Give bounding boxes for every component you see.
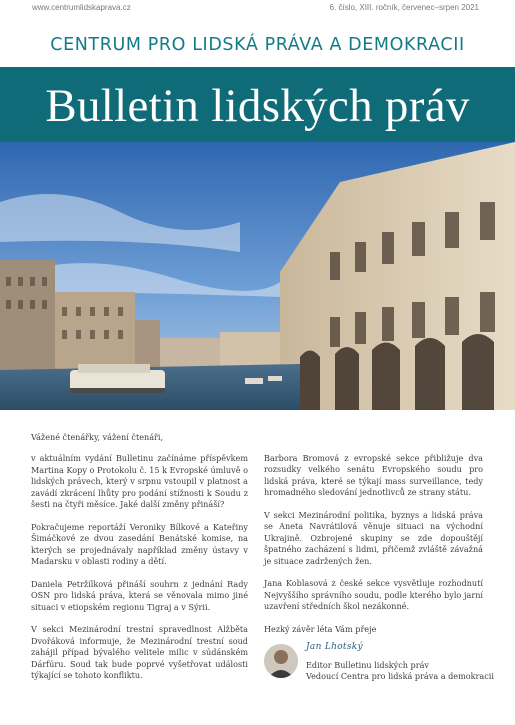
handwritten-signature: Jan Lhotský bbox=[306, 642, 363, 652]
letter-paragraph: V sekci Mezinárodní politika, byznys a lidská práva se Aneta Navrátilová věnuje situaci na východní Ukrajině. Ozbrojené skupiny se zde dopouštějí špatného zacházení s lidmi, přičemž zvláště závažná je situace zadržených žen. bbox=[264, 510, 483, 566]
letter-paragraph: Barbora Bromová z evropské sekce přibližuje dva rozsudky velkého senátu Evropského soudu pro lidská práva, které se týkají mass surveillance, tedy hromadného sledování jednotlivců ze strany státu. bbox=[264, 453, 483, 498]
editor-role: Editor Bulletinu lidských práv bbox=[306, 660, 429, 670]
letter-paragraph: V sekci Mezinárodní trestní spravedlnost Alžběta Dvořáková informuje, že Mezinárodní trestní soud zahájil případ bývalého velitele milic v súdánském Dárfúru. Soud tak bude poprvé vyšetřovat události týkající se tohoto konfliktu. bbox=[31, 624, 248, 681]
avatar bbox=[264, 644, 298, 678]
issue-info: 6. číslo, XIII. ročník, červenec–srpen 2021 bbox=[329, 3, 479, 12]
letter-paragraph: Daniela Petržílková přináší souhrn z jednání Rady OSN pro lidská práva, která se věnovala mimo jiné situaci v etiopském regionu Tigraj a v Sýrii. bbox=[31, 578, 248, 612]
letter-paragraph: Jana Koblasová z české sekce vysvětluje rozhodnutí Nejvyššího správního soudu, podle kterého bylo jarní uzavření středních škol nezákonné. bbox=[264, 578, 483, 612]
site-url[interactable]: www.centrumlidskaprava.cz bbox=[32, 3, 131, 12]
editor-signature-block bbox=[264, 640, 494, 690]
letter-right-column bbox=[264, 453, 483, 647]
venice-grand-canal-photo bbox=[0, 142, 515, 410]
director-role: Vedoucí Centra pro lidská práva a demokracii bbox=[306, 671, 494, 681]
organization-name: CENTRUM PRO LIDSKÁ PRÁVA A DEMOKRACII bbox=[50, 35, 465, 55]
letter-paragraph: Pokračujeme reportáží Veroniky Bílkové a Kateřiny Šimáčkové ze dvou zasedání Benátské komise, na kterých se projednávaly například změny ústavy v Madarsku v oblasti rodiny a dětí. bbox=[31, 521, 248, 567]
letter-greeting: Vážené čtenářky, vážení čtenáři, bbox=[31, 432, 164, 442]
page-header bbox=[0, 0, 515, 16]
letter-left-column bbox=[31, 432, 248, 693]
letter-closing: Hezký závěr léta Vám přeje bbox=[264, 624, 377, 635]
letter-paragraph: v aktuálním vydání Bulletinu začínáme příspěvkem Martina Kopy o Protokolu č. 15 k Evropské úmluvě o lidských právech, který v srpnu vstoupil v platnost a zavádí zkrácení lhůty pro podání stížnosti k Soudu z šesti na čtyři měsíce. Jaké další změny přináší? bbox=[31, 453, 248, 510]
title-banner bbox=[0, 67, 515, 142]
bulletin-title: Bulletin lidských práv bbox=[45, 80, 470, 132]
